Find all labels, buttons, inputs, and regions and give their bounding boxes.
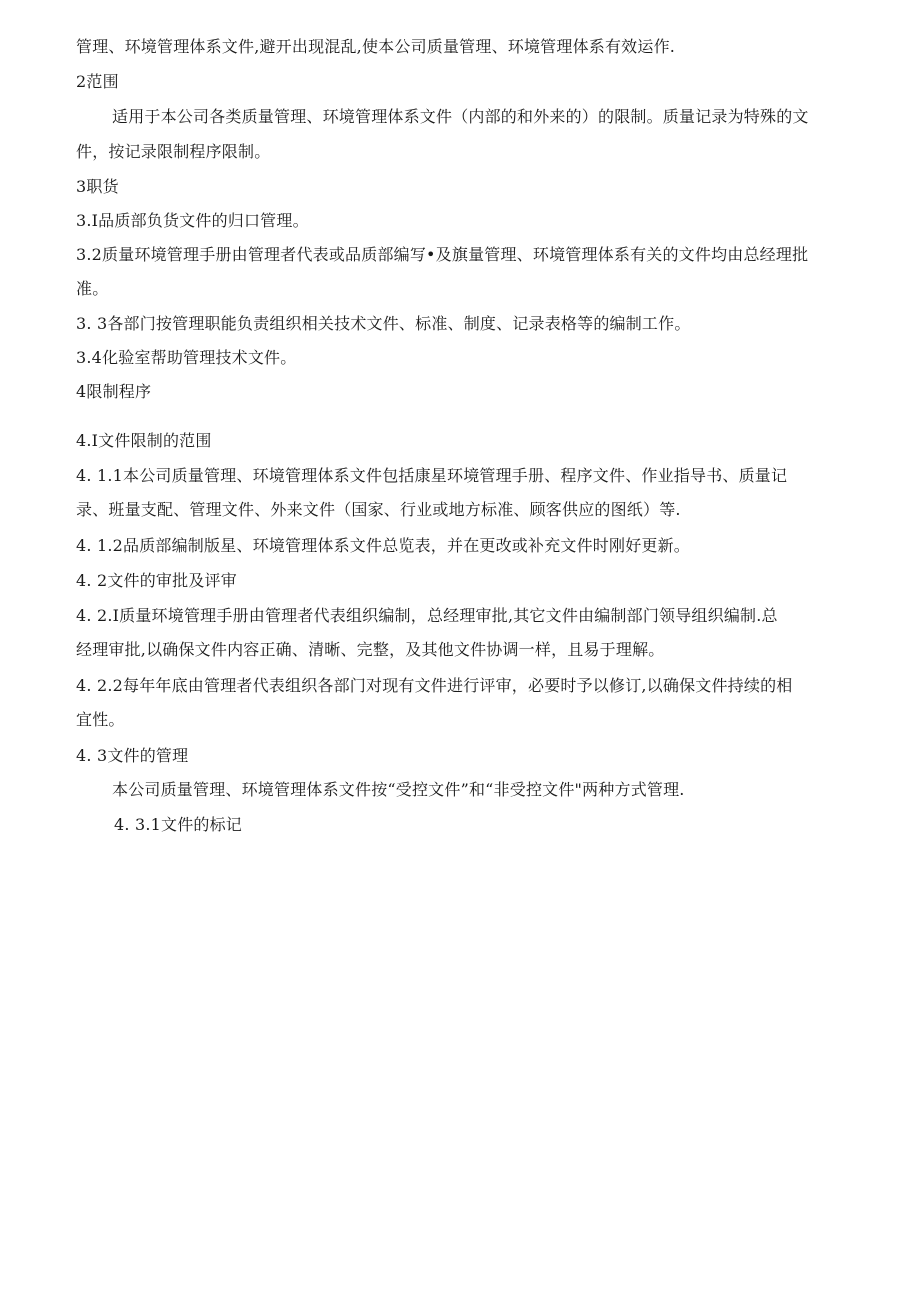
section-heading: 2范围 xyxy=(76,72,119,91)
paragraph-line: 3.2质量环境管理手册由管理者代表或品质部编写•及旗量管理、环境管理体系有关的文件均由总经理批 xyxy=(76,245,809,264)
subsection-heading: 4. 3.1文件的标记 xyxy=(114,815,242,834)
paragraph-line: 4. 1.1本公司质量管理、环境管理体系文件包括康星环境管理手册、程序文件、作业指导书、质量记 xyxy=(76,466,788,485)
subsection-heading: 4. 2文件的审批及评审 xyxy=(76,571,237,590)
paragraph-line: 适用于本公司各类质量管理、环境管理体系文件（内部的和外来的）的限制。质量记录为特殊的文 xyxy=(112,107,809,126)
subsection-heading: 4.I文件限制的范围 xyxy=(76,431,212,450)
paragraph-line: 录、班量支配、管理文件、外来文件（国家、行业或地方标准、顾客供应的图纸）等. xyxy=(76,500,681,519)
paragraph-line: 4. 2.2每年年底由管理者代表组织各部门对现有文件进行评审，必要时予以修订,以确保文件持续的相 xyxy=(76,676,793,695)
paragraph-line: 经理审批,以确保文件内容正确、清晰、完整，及其他文件协调一样，且易于理解。 xyxy=(76,640,665,659)
paragraph-line: 准。 xyxy=(76,279,109,298)
paragraph-line: 4. 2.I质量环境管理手册由管理者代表组织编制，总经理审批,其它文件由编制部门领导组织编制.总 xyxy=(76,606,778,625)
paragraph-line: 宜性。 xyxy=(76,710,125,729)
section-heading: 3职货 xyxy=(76,177,119,196)
paragraph-line: 3.I品质部负货文件的归口管理。 xyxy=(76,211,309,230)
paragraph-line: 4. 1.2品质部编制版星、环境管理体系文件总览表，并在更改或补充文件时刚好更新。 xyxy=(76,536,690,555)
paragraph-line: 3.4化验室帮助管理技术文件。 xyxy=(76,348,297,367)
section-heading: 4限制程序 xyxy=(76,382,152,401)
paragraph-line: 管理、环境管理体系文件,避开出现混乱,使本公司质量管理、环境管理体系有效运作. xyxy=(76,37,676,56)
paragraph-line: 本公司质量管理、环境管理体系文件按“受控文件”和“非受控文件"两种方式管理. xyxy=(112,780,685,799)
paragraph-line: 3. 3各部门按管理职能负责组织相关技术文件、标准、制度、记录表格等的编制工作。 xyxy=(76,314,691,333)
subsection-heading: 4. 3文件的管理 xyxy=(76,746,189,765)
paragraph-line: 件，按记录限制程序限制。 xyxy=(76,142,271,161)
